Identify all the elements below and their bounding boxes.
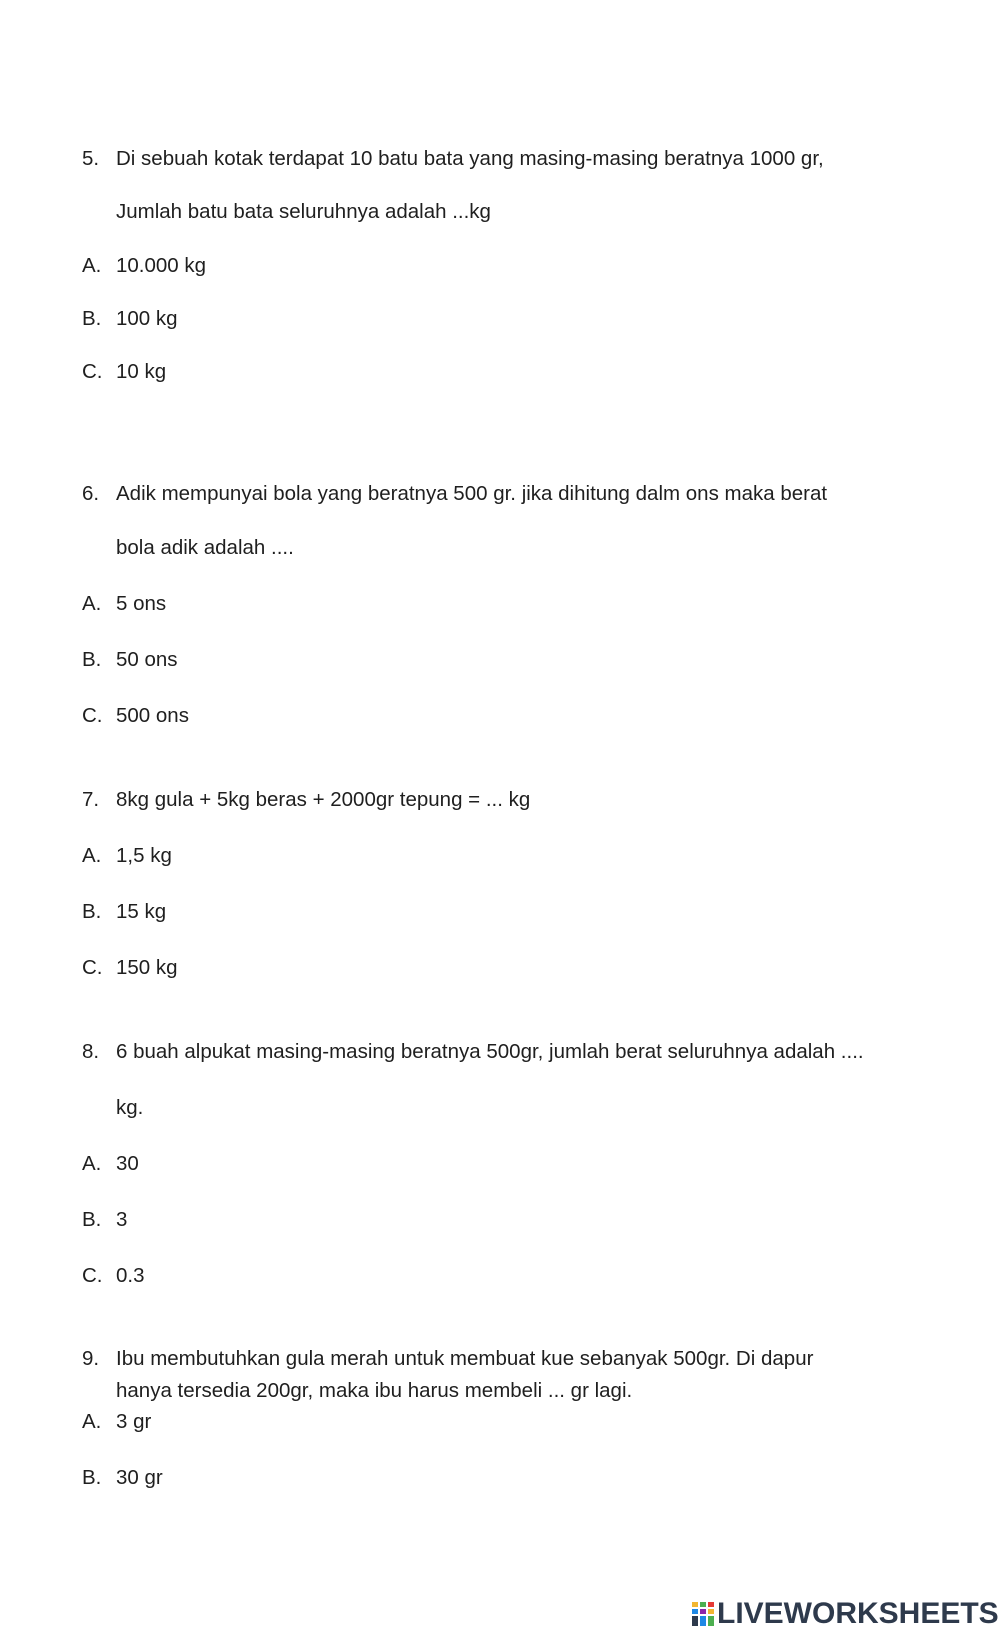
question-text: Di sebuah kotak terdapat 10 batu bata yang masing-masing beratnya 1000 gr, — [116, 147, 824, 170]
option-a[interactable] — [82, 591, 166, 617]
option-text: 50 ons — [116, 648, 178, 671]
question-number: 7. — [82, 788, 100, 811]
question-text-continued: Jumlah batu bata seluruhnya adalah ...kg — [116, 200, 491, 223]
option-a[interactable] — [82, 843, 172, 869]
option-text: 30 gr — [116, 1466, 163, 1489]
option-letter: A. — [82, 254, 102, 277]
question-text: 8kg gula + 5kg beras + 2000gr tepung = ... kg — [116, 788, 531, 811]
option-letter: B. — [82, 1466, 102, 1489]
question-text: Ibu membutuhkan gula merah untuk membuat kue sebanyak 500gr. Di dapur — [116, 1347, 814, 1370]
option-letter: B. — [82, 648, 102, 671]
question-text-continued: bola adik adalah .... — [116, 536, 294, 559]
question-text-continued: kg. — [116, 1096, 144, 1119]
option-c[interactable] — [82, 359, 166, 385]
option-a[interactable] — [82, 253, 206, 279]
question-9 — [82, 1346, 813, 1372]
question-number: 8. — [82, 1040, 100, 1063]
option-letter: B. — [82, 1208, 102, 1231]
question-text-continued: hanya tersedia 200gr, maka ibu harus membeli ... gr lagi. — [116, 1379, 633, 1402]
option-text: 3 gr — [116, 1410, 152, 1433]
option-letter: C. — [82, 704, 103, 727]
option-b[interactable] — [82, 1465, 163, 1491]
option-text: 100 kg — [116, 307, 178, 330]
option-letter: B. — [82, 900, 102, 923]
option-text: 3 — [116, 1208, 128, 1231]
option-text: 15 kg — [116, 900, 167, 923]
option-letter: A. — [82, 1152, 102, 1175]
option-c[interactable] — [82, 955, 178, 981]
option-a[interactable] — [82, 1151, 139, 1177]
option-b[interactable] — [82, 899, 166, 925]
question-7 — [82, 787, 530, 813]
option-text: 10.000 kg — [116, 254, 207, 277]
question-number: 6. — [82, 482, 100, 505]
option-text: 0.3 — [116, 1264, 145, 1287]
liveworksheets-logo-icon — [692, 1601, 714, 1627]
question-number: 5. — [82, 147, 100, 170]
option-letter: A. — [82, 1410, 102, 1433]
question-5 — [82, 146, 824, 172]
option-letter: A. — [82, 592, 102, 615]
option-b[interactable] — [82, 1207, 127, 1233]
option-c[interactable] — [82, 1263, 145, 1289]
question-8 — [82, 1039, 864, 1065]
question-6 — [82, 481, 827, 507]
option-b[interactable] — [82, 306, 178, 332]
question-text: Adik mempunyai bola yang beratnya 500 gr. jika dihitung dalm ons maka berat — [116, 482, 828, 505]
question-text: 6 buah alpukat masing-masing beratnya 500gr, jumlah berat seluruhnya adalah .... — [116, 1040, 864, 1063]
liveworksheets-logo-text: LIVEWORKSHEETS — [717, 1597, 999, 1630]
option-text: 30 — [116, 1152, 139, 1175]
option-letter: C. — [82, 1264, 103, 1287]
option-text: 150 kg — [116, 956, 178, 979]
option-letter: A. — [82, 844, 102, 867]
option-a[interactable] — [82, 1409, 151, 1435]
option-text: 5 ons — [116, 592, 167, 615]
option-letter: C. — [82, 956, 103, 979]
liveworksheets-logo — [692, 1596, 999, 1632]
option-text: 10 kg — [116, 360, 167, 383]
option-c[interactable] — [82, 703, 189, 729]
option-letter: C. — [82, 360, 103, 383]
option-text: 500 ons — [116, 704, 189, 727]
question-number: 9. — [82, 1347, 100, 1370]
option-b[interactable] — [82, 647, 178, 673]
option-letter: B. — [82, 307, 102, 330]
option-text: 1,5 kg — [116, 844, 172, 867]
